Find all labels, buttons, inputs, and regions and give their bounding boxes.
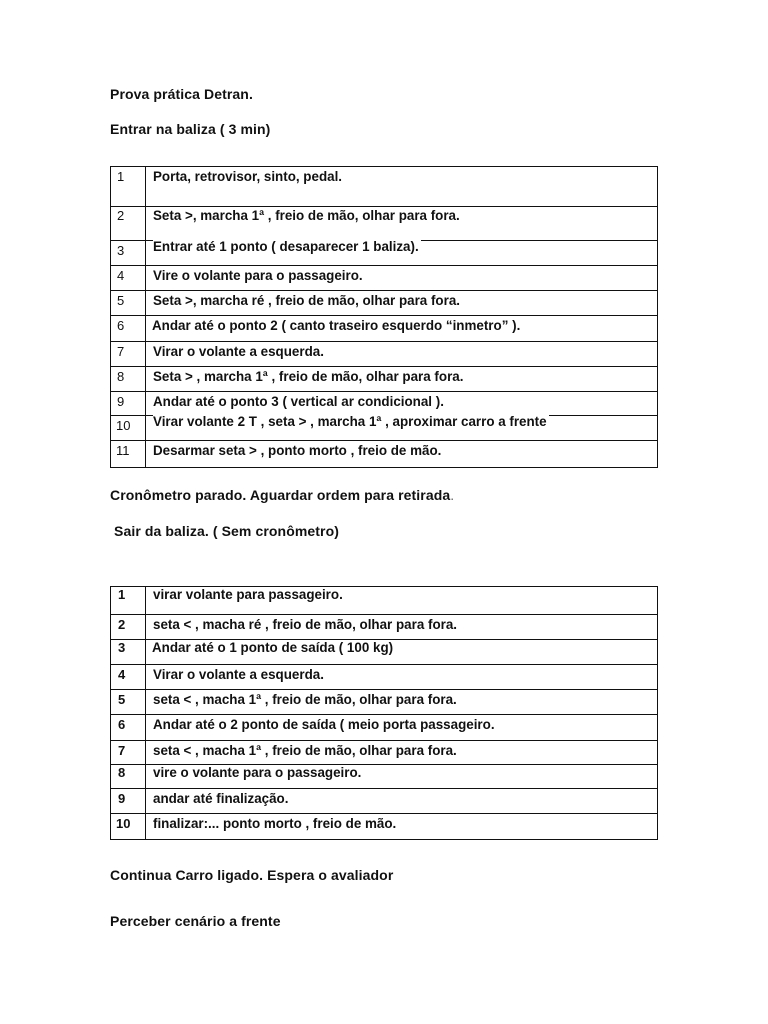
step-number: 3 [118, 640, 126, 655]
step-text: Desarmar seta > , ponto morto , freio de mão. [153, 443, 442, 458]
step-number: 5 [117, 293, 125, 308]
table-row [111, 167, 657, 206]
step-text: seta < , macha 1ª , freio de mão, olhar para fora. [153, 692, 457, 707]
step-number: 10 [116, 418, 131, 433]
step-text: Seta > , marcha 1ª , freio de mão, olhar para fora. [153, 369, 464, 384]
step-number: 1 [117, 169, 125, 184]
step-number: 1 [118, 587, 126, 602]
step-text: Andar até o 1 ponto de saída ( 100 kg) [152, 640, 394, 655]
step-text: Entrar até 1 ponto ( desaparecer 1 baliza). [153, 239, 419, 254]
table-row [111, 788, 657, 813]
table-row [111, 440, 657, 467]
step-number: 8 [118, 765, 126, 780]
table-row [111, 764, 657, 788]
table-row [111, 366, 657, 391]
table-row [111, 265, 657, 290]
step-text: Porta, retrovisor, sinto, pedal. [153, 169, 343, 184]
step-text: Vire o volante para o passageiro. [153, 268, 363, 283]
step-text: Virar o volante a esquerda. [153, 344, 324, 359]
table-row [111, 639, 657, 664]
table-row [111, 415, 657, 440]
step-number: 4 [118, 667, 126, 682]
step-text: vire o volante para o passageiro. [153, 765, 362, 780]
step-number: 8 [117, 369, 125, 384]
step-number: 7 [118, 743, 126, 758]
table-row [111, 290, 657, 315]
note-cronometro-period: . [450, 487, 455, 503]
note-cronometro-text: Cronômetro parado. Aguardar ordem para retirada [110, 487, 451, 503]
step-text: Andar até o 2 ponto de saída ( meio porta passageiro. [153, 717, 495, 732]
step-text: seta < , macha ré , freio de mão, olhar para fora. [153, 617, 458, 632]
step-number: 6 [117, 318, 125, 333]
step-number: 11 [116, 443, 130, 458]
table-row [111, 240, 657, 265]
step-number: 2 [118, 617, 126, 632]
step-text: Virar volante 2 T , seta > , marcha 1ª , aproximar carro a frente [153, 414, 547, 429]
table-row [111, 341, 657, 366]
step-text: andar até finalização. [153, 791, 289, 806]
step-text: virar volante para passageiro. [153, 587, 343, 602]
table-row [111, 813, 657, 839]
section-heading-sair: Sair da baliza. ( Sem cronômetro) [114, 523, 340, 539]
step-number: 5 [118, 692, 126, 707]
document-title: Prova prática Detran. [110, 86, 253, 102]
step-number: 4 [117, 268, 125, 283]
step-text: seta < , macha 1ª , freio de mão, olhar para fora. [153, 743, 457, 758]
step-text: Andar até o ponto 2 ( canto traseiro esquerdo “inmetro” ). [152, 318, 521, 333]
step-number: 3 [117, 243, 125, 258]
note-carro-ligado: Continua Carro ligado. Espera o avaliador [110, 867, 394, 883]
table-row [111, 689, 657, 714]
table-row [111, 714, 657, 740]
step-number: 6 [118, 717, 126, 732]
step-text: finalizar:... ponto morto , freio de mão. [153, 816, 397, 831]
step-number: 9 [118, 791, 126, 806]
step-number: 2 [117, 208, 125, 223]
table-row [111, 391, 657, 415]
step-number: 7 [117, 344, 125, 359]
step-text: Andar até o ponto 3 ( vertical ar condicional ). [153, 394, 444, 409]
step-number: 9 [117, 394, 125, 409]
step-text: Seta >, marcha 1ª , freio de mão, olhar para fora. [153, 208, 460, 223]
steps-table-entrar [110, 166, 658, 468]
note-perceber-cenario: Perceber cenário a frente [110, 913, 281, 929]
table-row [111, 587, 657, 614]
step-text: Virar o volante a esquerda. [153, 667, 324, 682]
table-row [111, 206, 657, 240]
step-text: Seta >, marcha ré , freio de mão, olhar para fora. [153, 293, 460, 308]
section-heading-entrar: Entrar na baliza ( 3 min) [110, 121, 271, 137]
step-number: 10 [116, 816, 131, 831]
table-row [111, 740, 657, 764]
table-row [111, 614, 657, 639]
table-row [111, 664, 657, 689]
table-row [111, 315, 657, 341]
note-cronometro [110, 487, 454, 503]
steps-table-sair [110, 586, 658, 840]
